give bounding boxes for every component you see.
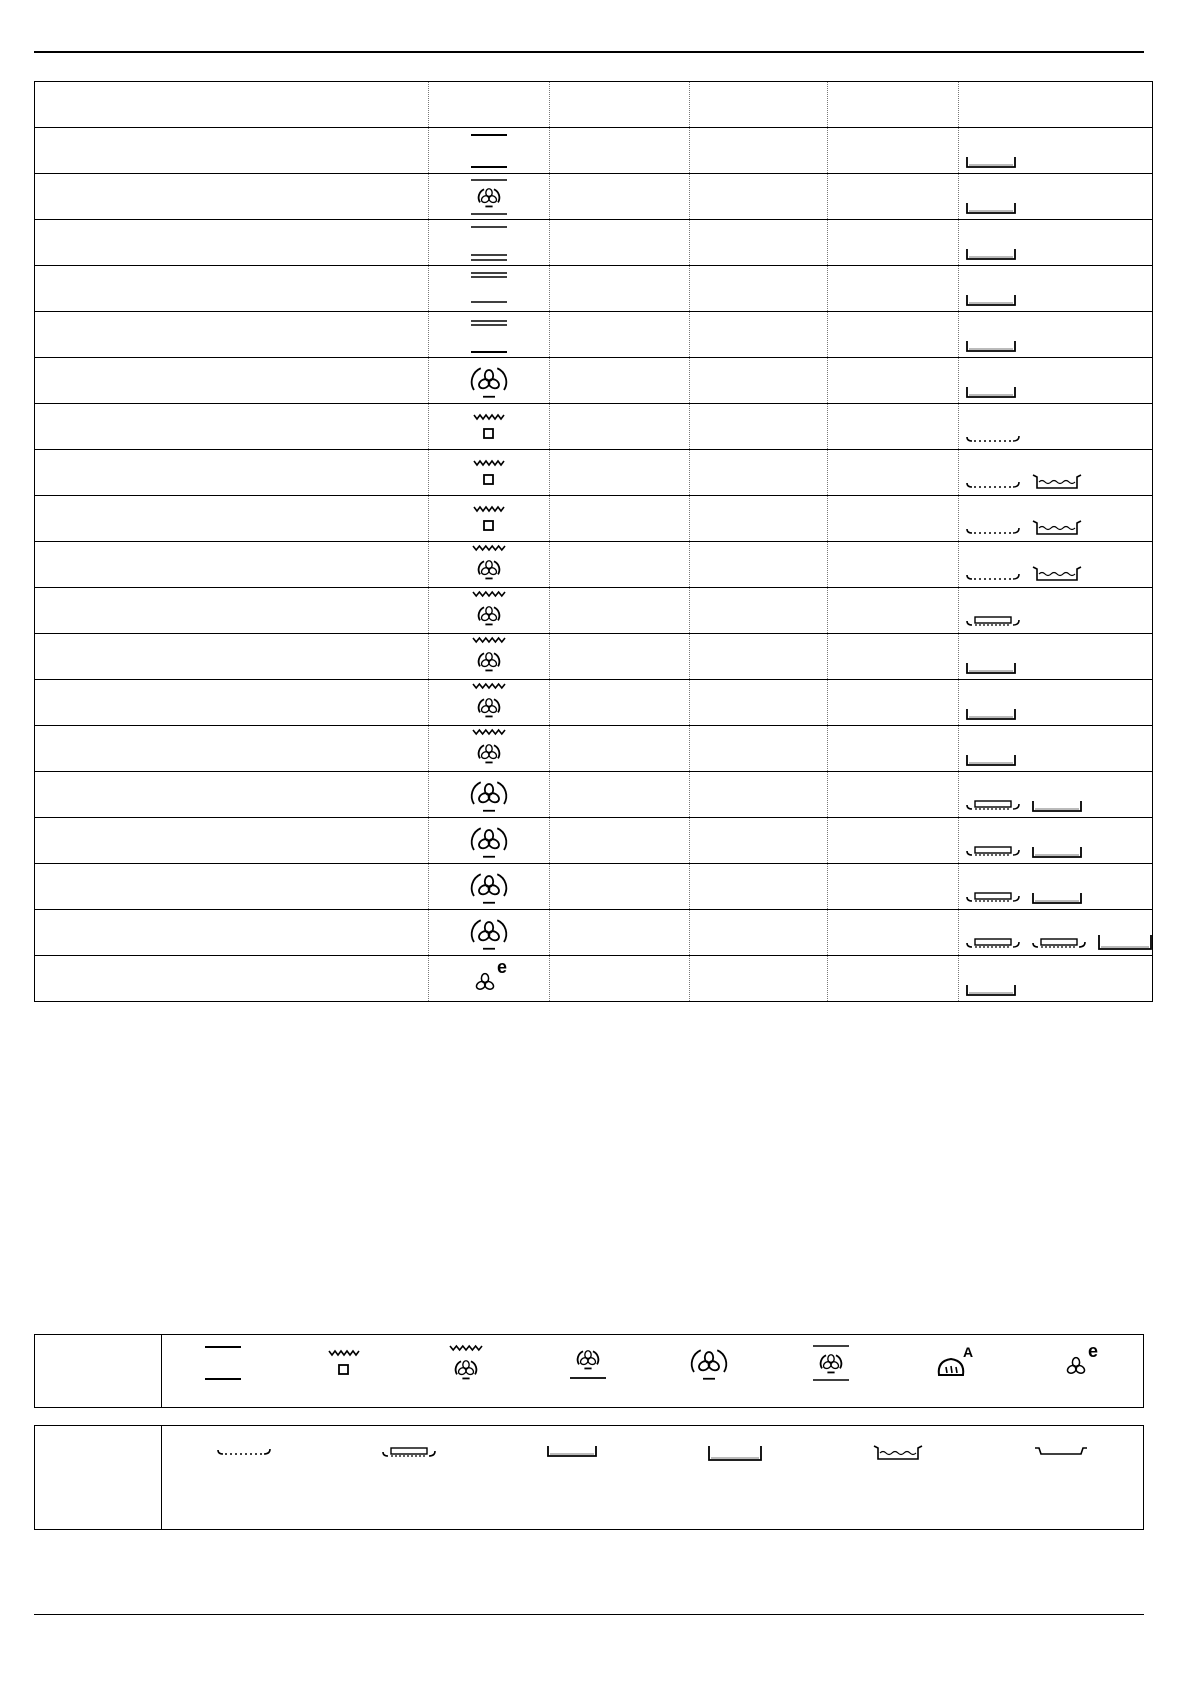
universal-pan-icon bbox=[1097, 933, 1153, 951]
accessory-list bbox=[965, 247, 1017, 261]
settings-table bbox=[34, 81, 1153, 1002]
table-cell bbox=[828, 542, 959, 588]
column-header bbox=[35, 82, 429, 128]
table-cell bbox=[550, 542, 690, 588]
table-cell bbox=[690, 450, 828, 496]
table-cell bbox=[550, 910, 690, 956]
table-cell bbox=[828, 864, 959, 910]
heating-mode-cell bbox=[429, 818, 550, 864]
wire-rack-icon bbox=[216, 1444, 272, 1458]
circo-roasting-icon bbox=[429, 542, 549, 587]
3d-hot-air-top-bottom-icon bbox=[811, 1343, 851, 1383]
table-row bbox=[35, 542, 1153, 588]
table-cell bbox=[690, 818, 828, 864]
table-cell bbox=[690, 726, 828, 772]
heating-mode-cell bbox=[429, 404, 550, 450]
accessory-cell bbox=[959, 680, 1153, 726]
heating-mode-cell bbox=[429, 864, 550, 910]
table-cell bbox=[35, 726, 429, 772]
table-cell bbox=[828, 220, 959, 266]
accessory-cell bbox=[959, 818, 1153, 864]
baking-tray-icon bbox=[965, 753, 1017, 767]
roasting-dish-icon bbox=[1031, 473, 1083, 491]
table-cell bbox=[828, 404, 959, 450]
baking-tray-icon bbox=[965, 155, 1017, 169]
table-row bbox=[35, 680, 1153, 726]
accessory-list bbox=[965, 201, 1017, 215]
svg-text:e: e bbox=[497, 958, 508, 977]
table-cell bbox=[550, 818, 690, 864]
accessory-list bbox=[965, 797, 1083, 813]
top-bottom-heat-icon bbox=[429, 128, 549, 173]
accessory-list bbox=[965, 753, 1017, 767]
accessory-list bbox=[965, 889, 1083, 905]
table-row bbox=[35, 588, 1153, 634]
grill-rack-icon bbox=[965, 843, 1021, 859]
accessory-list bbox=[965, 661, 1017, 675]
table-cell bbox=[550, 864, 690, 910]
table-cell bbox=[35, 404, 429, 450]
legend-accessories-label bbox=[35, 1426, 162, 1529]
table-row bbox=[35, 496, 1153, 542]
table-row bbox=[35, 220, 1153, 266]
table-cell bbox=[828, 496, 959, 542]
accessory-list bbox=[965, 339, 1017, 353]
table-cell bbox=[35, 174, 429, 220]
full-grill-icon bbox=[429, 450, 549, 495]
table-row bbox=[35, 266, 1153, 312]
table-cell bbox=[35, 358, 429, 404]
baking-tray-icon bbox=[965, 707, 1017, 721]
roasting-dish-icon bbox=[1031, 519, 1083, 537]
table-cell bbox=[690, 910, 828, 956]
table-cell bbox=[690, 404, 828, 450]
table-cell bbox=[35, 220, 429, 266]
table-cell bbox=[550, 266, 690, 312]
legend-heating-modes bbox=[34, 1334, 1144, 1408]
table-cell bbox=[35, 266, 429, 312]
table-cell bbox=[550, 956, 690, 1002]
heating-mode-cell bbox=[429, 910, 550, 956]
table-cell bbox=[690, 864, 828, 910]
table-cell bbox=[690, 358, 828, 404]
universal-pan-icon bbox=[707, 1444, 763, 1462]
table-row bbox=[35, 864, 1153, 910]
table-cell bbox=[690, 588, 828, 634]
svg-text:A: A bbox=[962, 1344, 973, 1360]
table-row bbox=[35, 818, 1153, 864]
baking-tray-icon bbox=[965, 201, 1017, 215]
3d-hot-air-top-bottom-icon bbox=[429, 174, 549, 219]
table-cell bbox=[690, 266, 828, 312]
accessory-list bbox=[965, 519, 1083, 537]
table-cell bbox=[690, 174, 828, 220]
bottom-heat-double-icon bbox=[429, 266, 549, 311]
grill-rack-icon bbox=[381, 1444, 437, 1460]
accessory-list bbox=[965, 155, 1017, 169]
baking-tray-icon bbox=[1031, 799, 1083, 813]
heating-mode-cell bbox=[429, 956, 550, 1002]
baking-tray-icon bbox=[965, 983, 1017, 997]
accessory-cell bbox=[959, 128, 1153, 174]
accessory-cell bbox=[959, 404, 1153, 450]
accessory-cell bbox=[959, 450, 1153, 496]
baking-tray-icon bbox=[965, 661, 1017, 675]
top-bottom-heat-icon bbox=[429, 312, 549, 357]
heating-mode-cell bbox=[429, 312, 550, 358]
table-cell bbox=[35, 910, 429, 956]
heating-mode-cell bbox=[429, 542, 550, 588]
grill-rack-icon bbox=[1031, 935, 1087, 951]
table-cell bbox=[35, 864, 429, 910]
table-cell bbox=[550, 680, 690, 726]
accessory-list bbox=[965, 843, 1083, 859]
table-cell bbox=[828, 312, 959, 358]
table-cell bbox=[690, 634, 828, 680]
baking-tray-icon bbox=[546, 1444, 598, 1458]
table-row bbox=[35, 910, 1153, 956]
grill-rack-icon bbox=[965, 797, 1021, 813]
3d-hot-air-icon bbox=[429, 864, 549, 909]
table-row bbox=[35, 358, 1153, 404]
heating-mode-cell bbox=[429, 220, 550, 266]
shallow-tray-icon bbox=[1033, 1444, 1089, 1458]
table-cell bbox=[550, 772, 690, 818]
accessory-cell bbox=[959, 864, 1153, 910]
table-cell bbox=[690, 772, 828, 818]
table-cell bbox=[35, 818, 429, 864]
baking-tray-icon bbox=[965, 385, 1017, 399]
accessory-cell bbox=[959, 772, 1153, 818]
accessory-cell bbox=[959, 726, 1153, 772]
3d-hot-air-icon bbox=[429, 910, 549, 955]
heating-mode-cell bbox=[429, 588, 550, 634]
accessory-cell bbox=[959, 266, 1153, 312]
accessory-cell bbox=[959, 312, 1153, 358]
grill-rack-icon bbox=[965, 935, 1021, 951]
full-grill-icon bbox=[324, 1343, 364, 1383]
header-rule bbox=[34, 51, 1144, 53]
table-cell bbox=[550, 358, 690, 404]
top-heat-double-icon bbox=[429, 220, 549, 265]
table-cell bbox=[550, 404, 690, 450]
accessory-cell bbox=[959, 220, 1153, 266]
table-cell bbox=[35, 542, 429, 588]
table-cell bbox=[828, 358, 959, 404]
table-cell bbox=[550, 450, 690, 496]
table-cell bbox=[690, 542, 828, 588]
table-cell bbox=[690, 128, 828, 174]
circo-roasting-icon bbox=[446, 1343, 486, 1387]
table-cell bbox=[550, 128, 690, 174]
accessory-cell bbox=[959, 634, 1153, 680]
table-cell bbox=[35, 772, 429, 818]
table-cell bbox=[550, 312, 690, 358]
table-cell bbox=[828, 266, 959, 312]
table-cell bbox=[828, 910, 959, 956]
table-row bbox=[35, 404, 1153, 450]
table-cell bbox=[828, 772, 959, 818]
accessory-list bbox=[965, 431, 1021, 445]
bread-auto-icon bbox=[933, 1343, 977, 1383]
heating-mode-cell bbox=[429, 450, 550, 496]
baking-tray-icon bbox=[965, 293, 1017, 307]
table-cell bbox=[828, 680, 959, 726]
3d-hot-air-icon bbox=[689, 1343, 729, 1383]
accessory-list bbox=[965, 613, 1021, 629]
circo-roasting-icon bbox=[429, 588, 549, 633]
table-header-row bbox=[35, 82, 1153, 128]
table-cell bbox=[828, 818, 959, 864]
table-cell bbox=[550, 220, 690, 266]
table-row bbox=[35, 312, 1153, 358]
heating-mode-cell bbox=[429, 634, 550, 680]
accessory-cell bbox=[959, 358, 1153, 404]
roasting-dish-icon bbox=[872, 1444, 924, 1462]
table-cell bbox=[35, 496, 429, 542]
3d-hot-air-icon bbox=[429, 358, 549, 403]
heating-mode-cell bbox=[429, 726, 550, 772]
column-header bbox=[429, 82, 550, 128]
column-header bbox=[828, 82, 959, 128]
accessory-list bbox=[965, 983, 1017, 997]
baking-tray-icon bbox=[965, 339, 1017, 353]
table-cell bbox=[550, 496, 690, 542]
full-grill-icon bbox=[429, 496, 549, 541]
wire-rack-icon bbox=[965, 477, 1021, 491]
table-cell bbox=[690, 956, 828, 1002]
table-row bbox=[35, 772, 1153, 818]
accessory-cell bbox=[959, 542, 1153, 588]
accessory-cell bbox=[959, 496, 1153, 542]
table-cell bbox=[35, 680, 429, 726]
table-cell bbox=[35, 956, 429, 1002]
table-row bbox=[35, 174, 1153, 220]
accessory-list bbox=[965, 933, 1153, 951]
table-cell bbox=[35, 312, 429, 358]
svg-text:e: e bbox=[1088, 1343, 1099, 1361]
table-cell bbox=[550, 726, 690, 772]
hot-air-eco-icon bbox=[429, 956, 549, 1001]
table-cell bbox=[828, 128, 959, 174]
table-cell bbox=[690, 312, 828, 358]
legend-modes-label bbox=[35, 1335, 162, 1407]
heating-mode-cell bbox=[429, 772, 550, 818]
full-grill-icon bbox=[429, 404, 549, 449]
table-row bbox=[35, 634, 1153, 680]
hot-air-eco-icon bbox=[1058, 1343, 1102, 1383]
accessory-cell bbox=[959, 910, 1153, 956]
3d-hot-air-icon bbox=[429, 772, 549, 817]
bottom-heat-fan-icon bbox=[568, 1343, 608, 1383]
table-cell bbox=[35, 450, 429, 496]
table-cell bbox=[35, 634, 429, 680]
grill-rack-icon bbox=[965, 889, 1021, 905]
top-bottom-heat-icon bbox=[203, 1343, 243, 1383]
table-row bbox=[35, 128, 1153, 174]
table-cell bbox=[828, 450, 959, 496]
roasting-dish-icon bbox=[1031, 565, 1083, 583]
table-cell bbox=[550, 588, 690, 634]
heating-mode-cell bbox=[429, 358, 550, 404]
table-cell bbox=[35, 128, 429, 174]
grill-rack-icon bbox=[965, 613, 1021, 629]
accessory-cell bbox=[959, 956, 1153, 1002]
accessory-cell bbox=[959, 174, 1153, 220]
accessory-list bbox=[965, 565, 1083, 583]
table-cell bbox=[690, 220, 828, 266]
table-row bbox=[35, 726, 1153, 772]
circo-roasting-icon bbox=[429, 680, 549, 725]
table-cell bbox=[828, 956, 959, 1002]
accessory-list bbox=[965, 293, 1017, 307]
circo-roasting-icon bbox=[429, 726, 549, 771]
heating-mode-cell bbox=[429, 128, 550, 174]
accessory-cell bbox=[959, 588, 1153, 634]
baking-tray-icon bbox=[965, 247, 1017, 261]
heating-mode-cell bbox=[429, 174, 550, 220]
table-cell bbox=[828, 174, 959, 220]
table-cell bbox=[690, 680, 828, 726]
wire-rack-icon bbox=[965, 431, 1021, 445]
accessory-list bbox=[965, 473, 1083, 491]
accessory-list bbox=[965, 707, 1017, 721]
circo-roasting-icon bbox=[429, 634, 549, 679]
table-cell bbox=[828, 726, 959, 772]
column-header bbox=[959, 82, 1153, 128]
table-cell bbox=[828, 634, 959, 680]
wire-rack-icon bbox=[965, 523, 1021, 537]
heating-mode-cell bbox=[429, 496, 550, 542]
column-header bbox=[690, 82, 828, 128]
heating-mode-cell bbox=[429, 680, 550, 726]
heating-mode-cell bbox=[429, 266, 550, 312]
legend-accessories bbox=[34, 1425, 1144, 1530]
baking-tray-icon bbox=[1031, 891, 1083, 905]
table-cell bbox=[550, 174, 690, 220]
footer-rule bbox=[34, 1614, 1144, 1615]
baking-tray-icon bbox=[1031, 845, 1083, 859]
column-header bbox=[550, 82, 690, 128]
table-cell bbox=[690, 496, 828, 542]
table-row bbox=[35, 450, 1153, 496]
accessory-list bbox=[965, 385, 1017, 399]
table-cell bbox=[35, 588, 429, 634]
3d-hot-air-icon bbox=[429, 818, 549, 863]
table-cell bbox=[828, 588, 959, 634]
table-row bbox=[35, 956, 1153, 1002]
table-cell bbox=[550, 634, 690, 680]
wire-rack-icon bbox=[965, 569, 1021, 583]
